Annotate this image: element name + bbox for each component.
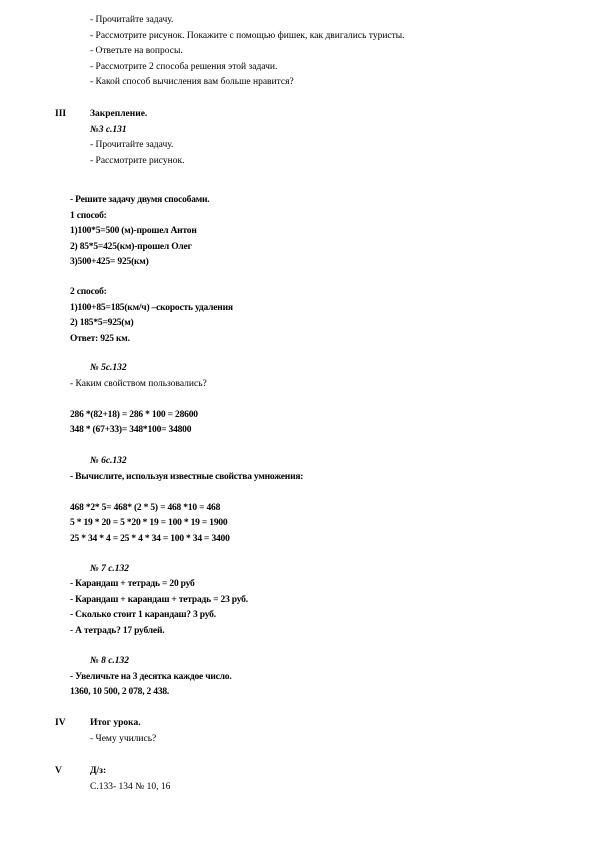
intro-line: - Рассмотрите рисунок. Покажите с помощью фишек, как двигались туристы. xyxy=(90,31,405,41)
instruction-line: - Рассмотрите рисунок. xyxy=(90,156,185,166)
intro-line: - Какой способ вычисления вам больше нравится? xyxy=(90,77,294,87)
answer-line: Ответ: 925 км. xyxy=(70,334,130,344)
method2-label: 2 способ: xyxy=(70,287,107,297)
equation-line: 25 * 34 * 4 = 25 * 4 * 34 = 100 * 34 = 3400 xyxy=(70,534,230,544)
method1-label: 1 способ: xyxy=(70,211,107,221)
section-title: Д/з: xyxy=(90,766,107,776)
method2-step: 1)100+85=185(км/ч) –скорость удаления xyxy=(70,303,233,313)
task-line: - Сколько стоит 1 карандаш? 3 руб. xyxy=(70,610,216,620)
solve-instruction: - Решите задачу двумя способами. xyxy=(70,195,210,205)
task-line: - Карандаш + карандаш + тетрадь = 23 руб. xyxy=(70,595,248,605)
section-title: Закрепление. xyxy=(90,109,148,119)
section-numeral: III xyxy=(55,109,67,119)
task-instruction: - Увеличьте на 3 десятка каждое число. xyxy=(70,672,232,682)
instruction-line: - Прочитайте задачу. xyxy=(90,140,174,150)
task-instruction: - Вычислите, используя известные свойства умножения: xyxy=(70,472,304,482)
task-answer: 1360, 10 500, 2 078, 2 438. xyxy=(70,687,170,697)
task-reference: № 5с.132 xyxy=(90,363,127,373)
task-reference: № 6с.132 xyxy=(90,456,127,466)
section-title: Итог урока. xyxy=(90,718,141,728)
task-reference: № 8 с.132 xyxy=(90,656,130,666)
task-reference: №3 с.131 xyxy=(90,125,127,135)
equation-line: 468 *2* 5= 468* (2 * 5) = 468 *10 = 468 xyxy=(70,503,221,513)
section-numeral: V xyxy=(55,766,62,776)
method1-step: 1)100*5=500 (м)-прошел Антон xyxy=(70,226,197,236)
method2-step: 2) 185*5=925(м) xyxy=(70,318,134,328)
method1-step: 3)500+425= 925(км) xyxy=(70,257,149,267)
task-reference: № 7 с.132 xyxy=(90,564,130,574)
equation-line: 5 * 19 * 20 = 5 *20 * 19 = 100 * 19 = 1900 xyxy=(70,518,228,528)
section-numeral: IV xyxy=(55,718,66,728)
task-question: - Каким свойством пользовались? xyxy=(70,379,207,389)
equation-line: 348 * (67+33)= 348*100= 34800 xyxy=(70,425,192,435)
intro-line: - Прочитайте задачу. xyxy=(90,15,174,25)
intro-line: - Рассмотрите 2 способа решения этой задачи. xyxy=(90,62,278,72)
task-line: - А тетрадь? 17 рублей. xyxy=(70,626,165,636)
equation-line: 286 *(82+18) = 286 * 100 = 28600 xyxy=(70,410,198,420)
method1-step: 2) 85*5=425(км)-прошел Олег xyxy=(70,242,192,252)
instruction-line: - Чему учились? xyxy=(90,734,157,744)
intro-line: - Ответьте на вопросы. xyxy=(90,46,183,56)
homework-line: С.133- 134 № 10, 16 xyxy=(90,782,171,792)
task-line: - Карандаш + тетрадь = 20 руб xyxy=(70,579,195,589)
